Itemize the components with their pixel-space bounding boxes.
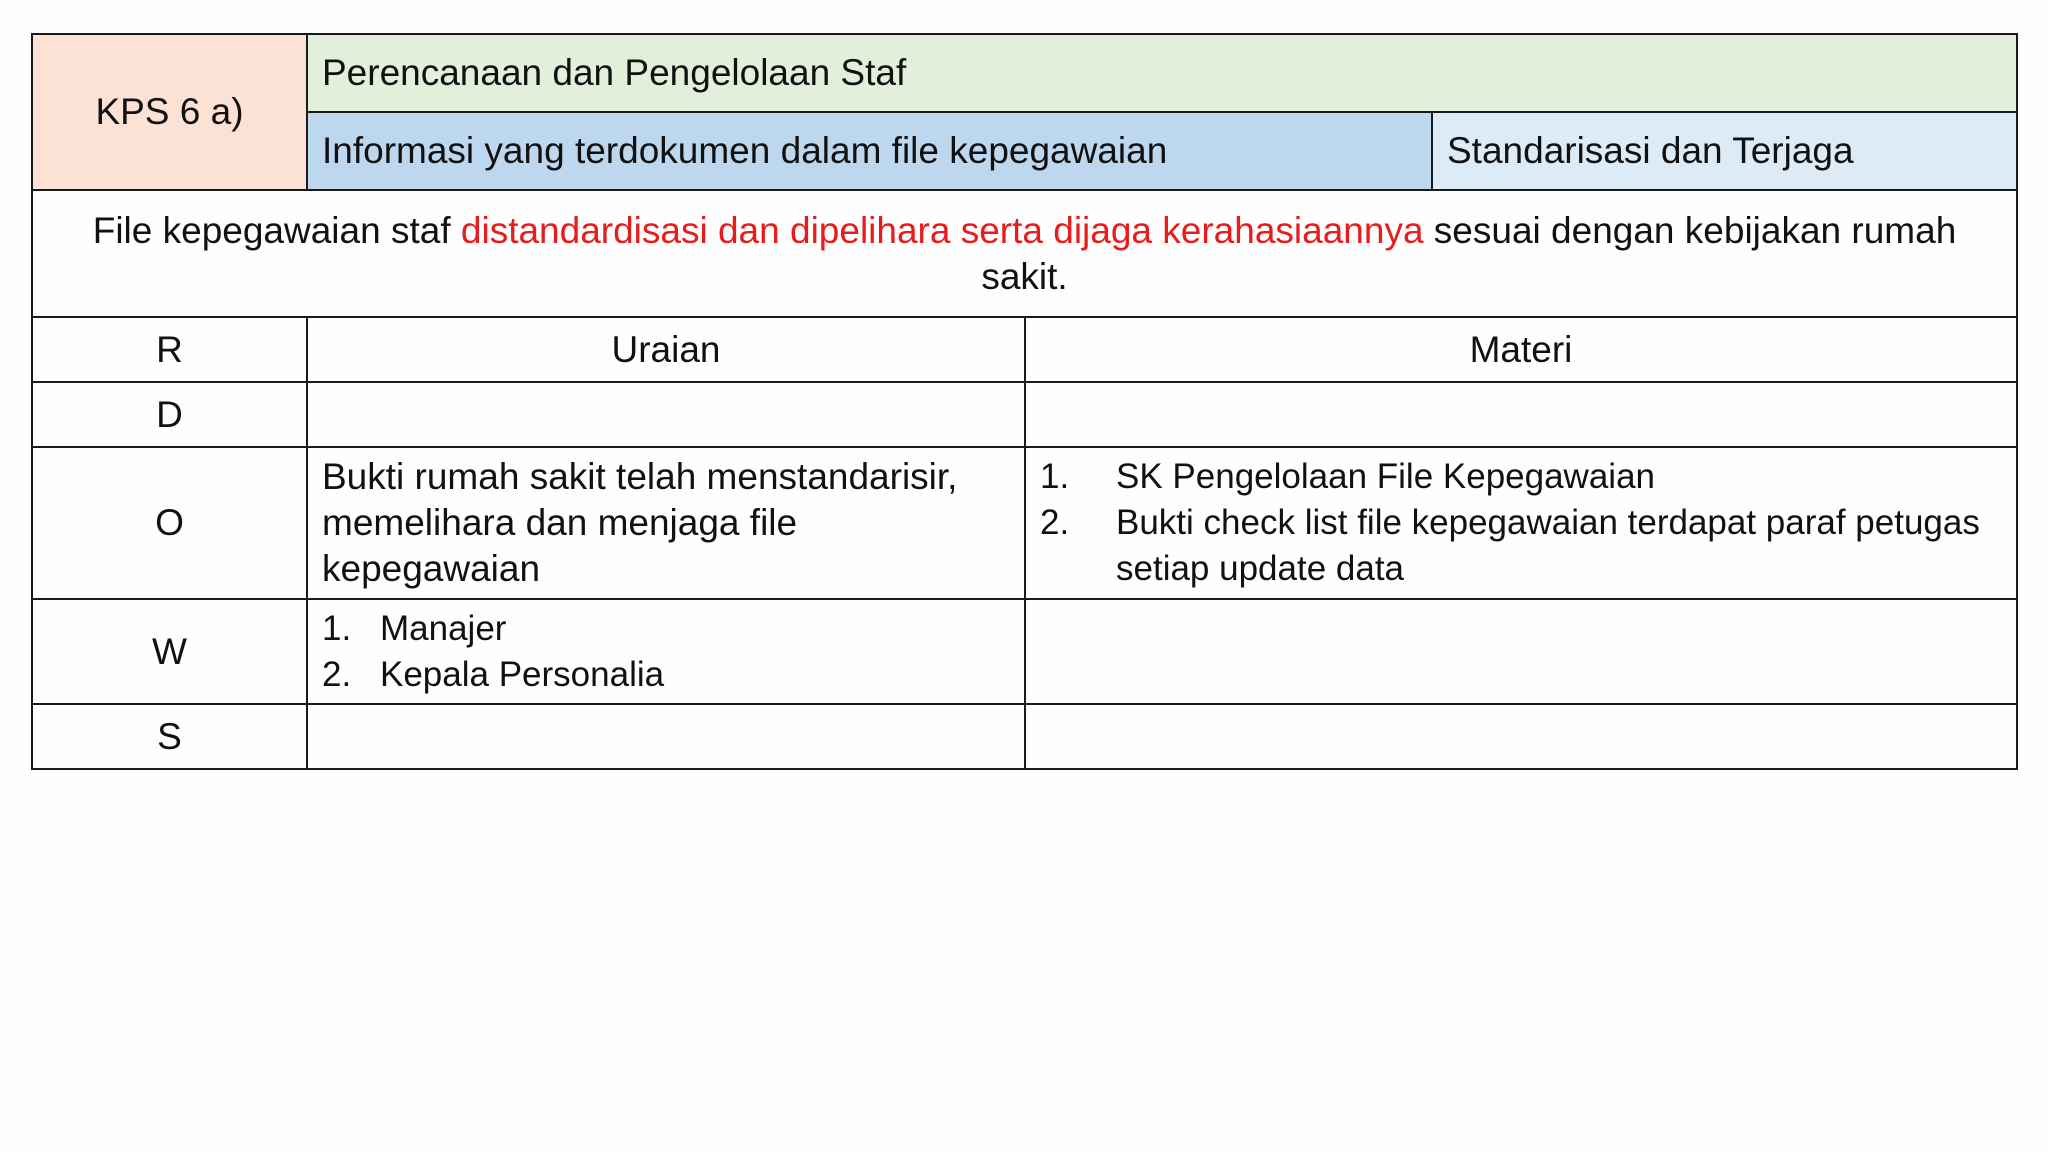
row-d-materi — [1025, 382, 2017, 447]
row-s-uraian — [307, 704, 1025, 769]
list-text: Kepala Personalia — [380, 654, 665, 694]
standard-code: KPS 6 a) — [95, 91, 244, 132]
row-label-s: S — [32, 704, 307, 769]
header-materi: Materi — [1025, 317, 2017, 382]
info-cell — [307, 112, 1432, 190]
standard-code-cell — [32, 34, 307, 190]
list-number: 2. — [1040, 503, 1070, 542]
list-text: Bukti check list file kepegawaian terdapat paraf petugas setiap update data — [1116, 503, 1980, 588]
standard-title: Perencanaan dan Pengelolaan Staf — [322, 52, 907, 93]
row-w-materi — [1025, 599, 2017, 704]
row-o-materi — [1025, 447, 2017, 599]
row-label-d: D — [32, 382, 307, 447]
list-number: 1. — [322, 608, 352, 648]
standard-label-cell — [1432, 112, 2017, 190]
info-text: Informasi yang terdokumen dalam file kepegawaian — [322, 130, 1168, 171]
list-number: 2. — [322, 654, 352, 694]
kps-table — [31, 33, 2018, 770]
list-item — [322, 606, 1010, 652]
standard-label: Standarisasi dan Terjaga — [1447, 130, 1854, 171]
statement-text-end: sesuai dengan kebijakan rumah sakit. — [981, 209, 1957, 297]
statement-text: File kepegawaian staf — [92, 209, 461, 251]
list-text: SK Pengelolaan File Kepegawaian — [1116, 457, 1655, 496]
list-number: 1. — [1040, 457, 1070, 496]
row-o-uraian: Bukti rumah sakit telah menstandarisir, memelihara dan menjaga file kepegawaian — [307, 447, 1025, 599]
header-r: R — [32, 317, 307, 382]
title-cell — [307, 34, 2017, 112]
statement-highlight: distandardisasi dan dipelihara serta dijaga kerahasiaannya — [460, 209, 1424, 251]
row-label-w: W — [32, 599, 307, 704]
row-d-uraian — [307, 382, 1025, 447]
list-text: Manajer — [380, 608, 507, 648]
row-label-o: O — [32, 447, 307, 599]
statement-cell — [32, 190, 2017, 317]
list-item — [1040, 454, 2002, 500]
uraian-list — [322, 606, 1010, 698]
list-item — [1040, 500, 2002, 592]
list-item — [322, 652, 1010, 698]
row-w-uraian — [307, 599, 1025, 704]
header-uraian: Uraian — [307, 317, 1025, 382]
row-s-materi — [1025, 704, 2017, 769]
materi-list — [1040, 454, 2002, 592]
